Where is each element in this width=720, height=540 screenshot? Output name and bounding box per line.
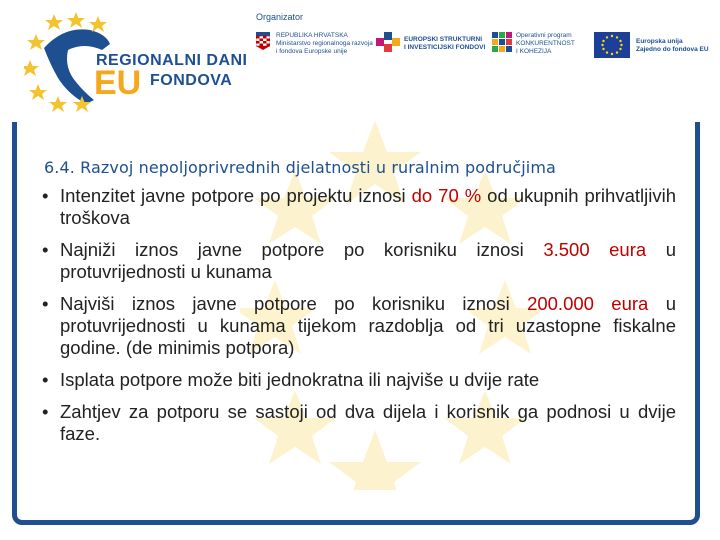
partner-ministry-text: REPUBLIKA HRVATSKA Ministarstvo regionalnoga razvoja i fondova Europske unije: [276, 32, 373, 55]
logo-eu: EU: [94, 64, 142, 102]
partner-esi-funds: [376, 30, 486, 62]
slide-title: 6.4. Razvoj nepoljoprivrednih djelatnosti u ruralnim područjima: [44, 158, 556, 177]
bullet-item: • Zahtjev za potporu se sastoji od dva dijela i korisnik ga podnosi u dvije faze.: [40, 401, 676, 445]
partner-esi-funds-text: EUROPSKI STRUKTURNI I INVESTICIJSKI FONDOVI: [404, 36, 486, 51]
slide-content: [40, 158, 676, 455]
partner-ministry: [256, 30, 373, 62]
croatian-coat-of-arms-icon: [256, 32, 270, 50]
logo-title-line2: FONDOVA: [150, 72, 233, 89]
esi-funds-logo-icon: [376, 32, 400, 52]
bullet-item: • Najviši iznos javne potpore po korisniku iznosi 200.000 eura u protuvrijednosti u kunama tijekom razdoblja od tri uzastopne fiskalne godine. (de minimis potpora): [40, 293, 676, 359]
logo-title-line1: REGIONALNI DANI: [96, 52, 248, 69]
bullet-item: • Najniži iznos javne potpore po korisniku iznosi 3.500 eura u protuvrijednosti u kunama: [40, 239, 676, 283]
highlight-value: 3.500 eura: [543, 239, 647, 260]
highlight-value: do 70 %: [411, 185, 482, 206]
regionalni-dani-eu-fondova-logo: [24, 8, 254, 112]
eu-flag-icon: [594, 32, 630, 58]
partner-op-kik-text: Operativni program KONKURENTNOST I KOHEZIJA: [516, 32, 575, 55]
op-kik-logo-icon: [492, 32, 512, 54]
header: [0, 0, 720, 122]
partner-eu-text: Europska unija Zajedno do fondova EU: [636, 38, 709, 53]
partner-eu: [594, 30, 714, 62]
bullet-list: [40, 185, 676, 445]
bullet-item: • Intenzitet javne potpore po projektu iznosi do 70 % od ukupnih prihvatljivih troškova: [40, 185, 676, 229]
partner-op-kik: [492, 30, 592, 62]
bullet-item: • Isplata potpore može biti jednokratna ili najviše u dvije rate: [40, 369, 676, 391]
organizator-label: Organizator: [256, 12, 304, 22]
highlight-value: 200.000 eura: [527, 293, 649, 314]
